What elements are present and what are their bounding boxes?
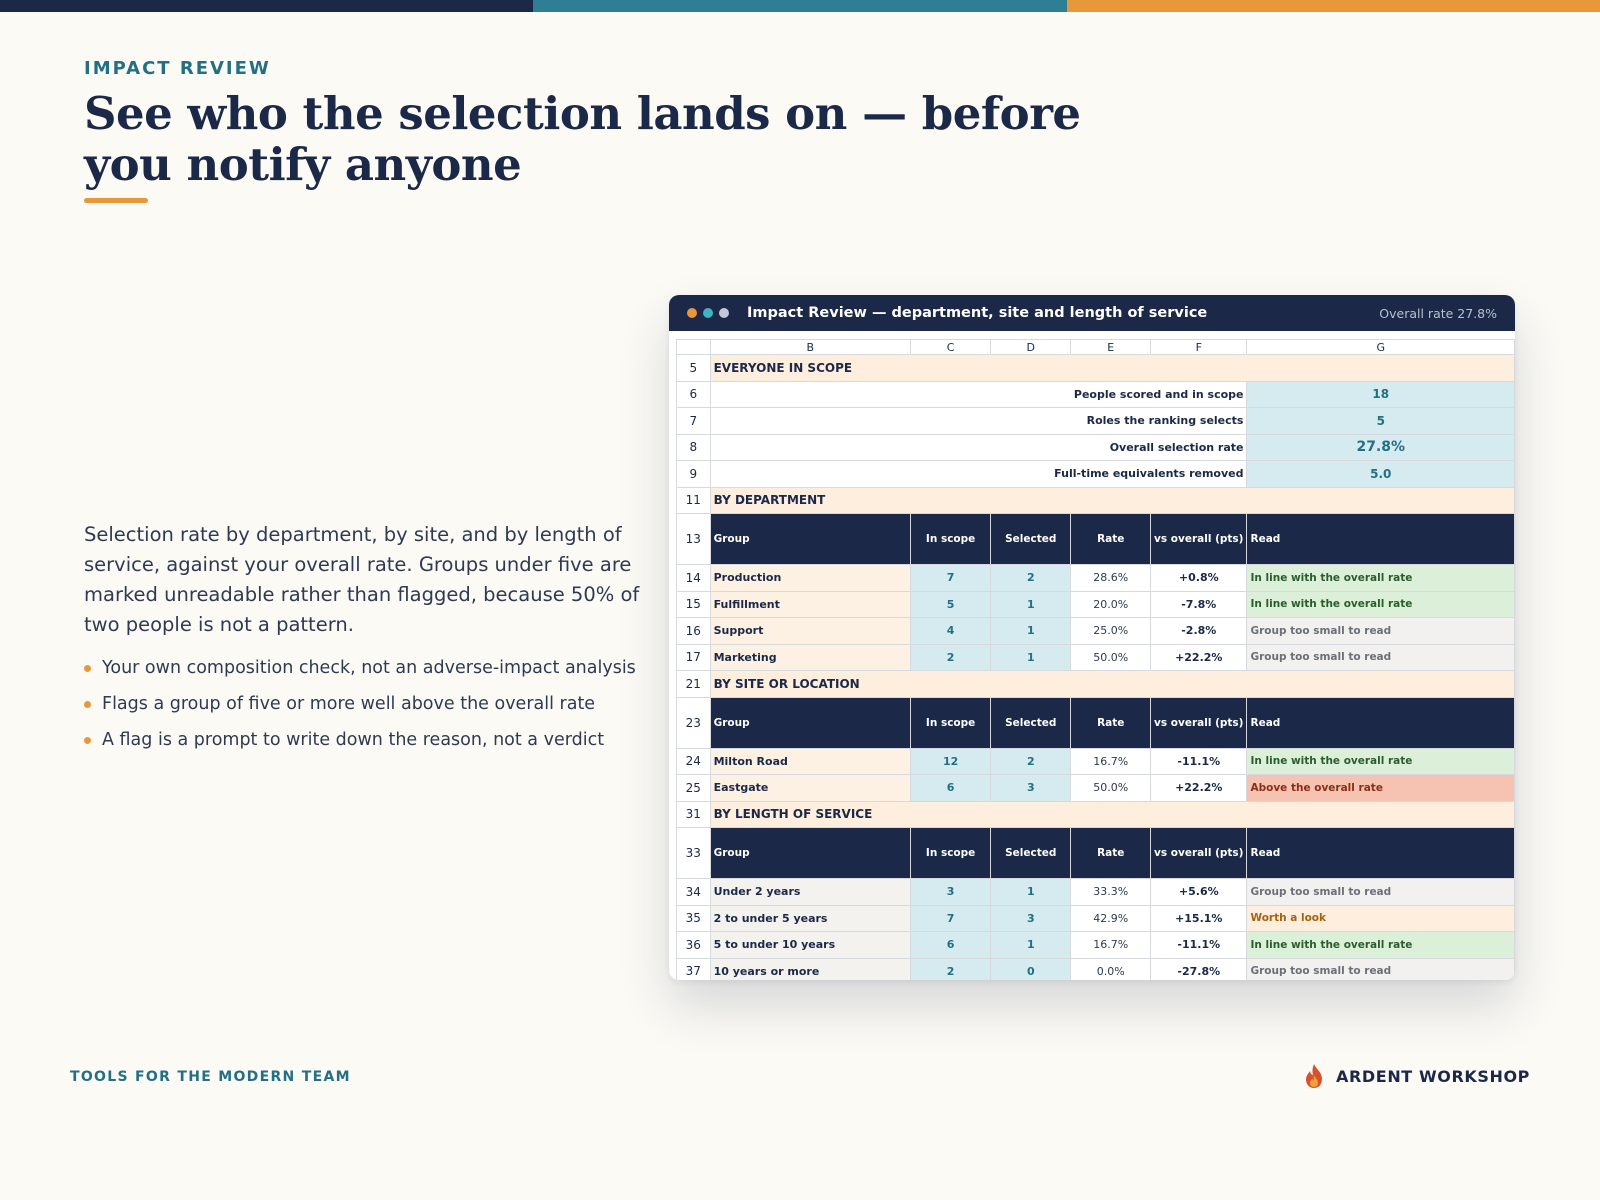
top-accent-bar	[0, 0, 1600, 12]
flame-icon	[1302, 1063, 1326, 1089]
window-title: Impact Review — department, site and length of service	[747, 305, 1208, 321]
summary-row	[677, 408, 1515, 435]
window-dot-teal-icon[interactable]	[703, 308, 713, 318]
selected-cell[interactable]: 1	[991, 932, 1071, 959]
column-header-row	[677, 340, 1515, 355]
column-header-f[interactable]: F	[1151, 340, 1247, 355]
spreadsheet-window	[669, 295, 1515, 980]
row-number[interactable]: 13	[677, 514, 711, 565]
header-in-scope[interactable]: In scope	[911, 828, 991, 879]
row-number[interactable]: 6	[677, 381, 711, 408]
rate-cell[interactable]: 50.0%	[1071, 775, 1151, 802]
table-row	[677, 644, 1515, 671]
group-cell[interactable]: 2 to under 5 years	[710, 905, 910, 932]
group-cell[interactable]: Production	[710, 565, 910, 592]
row-number[interactable]: 36	[677, 932, 711, 959]
accent-navy	[0, 0, 533, 12]
in-scope-cell[interactable]: 2	[911, 958, 991, 980]
header-in-scope[interactable]: In scope	[911, 697, 991, 748]
read-status-cell[interactable]: Worth a look	[1247, 905, 1515, 932]
in-scope-cell[interactable]: 7	[911, 565, 991, 592]
bullet-dot-icon	[84, 701, 91, 708]
header-rate[interactable]: Rate	[1071, 828, 1151, 879]
vs-overall-cell[interactable]: +22.2%	[1151, 644, 1247, 671]
group-cell[interactable]: Fulfillment	[710, 591, 910, 618]
in-scope-cell[interactable]: 6	[911, 775, 991, 802]
row-number[interactable]: 25	[677, 775, 711, 802]
row-number[interactable]: 21	[677, 671, 711, 698]
brand-name: ARDENT WORKSHOP	[1336, 1066, 1530, 1086]
read-status-cell[interactable]: Group too small to read	[1247, 618, 1515, 645]
table-row	[677, 618, 1515, 645]
selected-cell[interactable]: 3	[991, 905, 1071, 932]
read-status-cell[interactable]: Group too small to read	[1247, 644, 1515, 671]
header-vs-overall[interactable]: vs overall (pts)	[1151, 514, 1247, 565]
row-number[interactable]: 37	[677, 958, 711, 980]
rate-cell[interactable]: 50.0%	[1071, 644, 1151, 671]
table-row	[677, 958, 1515, 980]
column-header-c[interactable]: C	[911, 340, 991, 355]
header-read[interactable]: Read	[1247, 697, 1515, 748]
table-row	[677, 591, 1515, 618]
row-number[interactable]: 33	[677, 828, 711, 879]
window-dot-grey-icon[interactable]	[719, 308, 729, 318]
accent-teal	[533, 0, 1067, 12]
header-read[interactable]: Read	[1247, 514, 1515, 565]
summary-value[interactable]: 27.8%	[1247, 434, 1515, 461]
selected-cell[interactable]: 1	[991, 591, 1071, 618]
in-scope-cell[interactable]: 5	[911, 591, 991, 618]
vs-overall-cell[interactable]: +15.1%	[1151, 905, 1247, 932]
header-group[interactable]: Group	[710, 828, 910, 879]
section-row	[677, 801, 1515, 828]
row-number[interactable]: 35	[677, 905, 711, 932]
rate-cell[interactable]: 16.7%	[1071, 748, 1151, 775]
rate-cell[interactable]: 0.0%	[1071, 958, 1151, 980]
vs-overall-cell[interactable]: -2.8%	[1151, 618, 1247, 645]
column-header-b[interactable]: B	[710, 340, 910, 355]
table-header-row	[677, 697, 1515, 748]
table-header-row	[677, 828, 1515, 879]
row-number[interactable]: 11	[677, 487, 711, 514]
row-number[interactable]: 15	[677, 591, 711, 618]
vs-overall-cell[interactable]: -11.1%	[1151, 932, 1247, 959]
brand-logo	[1302, 1063, 1530, 1089]
section-title[interactable]: BY SITE OR LOCATION	[710, 671, 1514, 698]
header-rate[interactable]: Rate	[1071, 514, 1151, 565]
group-cell[interactable]: 10 years or more	[710, 958, 910, 980]
window-dot-orange-icon[interactable]	[687, 308, 697, 318]
section-title[interactable]: EVERYONE IN SCOPE	[710, 355, 1514, 382]
column-header-d[interactable]: D	[991, 340, 1071, 355]
summary-value[interactable]: 18	[1247, 381, 1515, 408]
footer-tagline: TOOLS FOR THE MODERN TEAM	[70, 1069, 351, 1085]
summary-label[interactable]: Roles the ranking selects	[710, 408, 1247, 435]
in-scope-cell[interactable]: 12	[911, 748, 991, 775]
vs-overall-cell[interactable]: +22.2%	[1151, 775, 1247, 802]
group-cell[interactable]: Milton Road	[710, 748, 910, 775]
header-group[interactable]: Group	[710, 514, 910, 565]
bullet-item	[84, 656, 664, 680]
summary-value[interactable]: 5.0	[1247, 461, 1515, 488]
accent-orange	[1067, 0, 1600, 12]
selected-cell[interactable]: 2	[991, 565, 1071, 592]
group-cell[interactable]: Marketing	[710, 644, 910, 671]
table-header-row	[677, 514, 1515, 565]
in-scope-cell[interactable]: 4	[911, 618, 991, 645]
vs-overall-cell[interactable]: -11.1%	[1151, 748, 1247, 775]
summary-label[interactable]: Overall selection rate	[710, 434, 1247, 461]
rate-cell[interactable]: 16.7%	[1071, 932, 1151, 959]
summary-row	[677, 461, 1515, 488]
row-number[interactable]: 8	[677, 434, 711, 461]
bullet-item	[84, 692, 664, 716]
header-vs-overall[interactable]: vs overall (pts)	[1151, 828, 1247, 879]
read-status-cell[interactable]: In line with the overall rate	[1247, 932, 1515, 959]
selected-cell[interactable]: 0	[991, 958, 1071, 980]
read-status-cell[interactable]: Above the overall rate	[1247, 775, 1515, 802]
read-status-cell[interactable]: Group too small to read	[1247, 879, 1515, 906]
row-number[interactable]: 14	[677, 565, 711, 592]
overall-rate-badge: Overall rate 27.8%	[1379, 305, 1497, 321]
corner-cell[interactable]	[677, 340, 711, 355]
read-status-cell[interactable]: In line with the overall rate	[1247, 748, 1515, 775]
rate-cell[interactable]: 42.9%	[1071, 905, 1151, 932]
eyebrow: IMPACT REVIEW	[84, 58, 271, 79]
group-cell[interactable]: Under 2 years	[710, 879, 910, 906]
selected-cell[interactable]: 2	[991, 748, 1071, 775]
section-row	[677, 355, 1515, 382]
header-selected[interactable]: Selected	[991, 514, 1071, 565]
vs-overall-cell[interactable]: +0.8%	[1151, 565, 1247, 592]
bullet-text: A flag is a prompt to write down the reason, not a verdict	[102, 730, 605, 750]
page-title: See who the selection lands on — before you notify anyone	[84, 87, 1081, 191]
header-group[interactable]: Group	[710, 697, 910, 748]
rate-cell[interactable]: 20.0%	[1071, 591, 1151, 618]
bullet-dot-icon	[84, 737, 91, 744]
row-number[interactable]: 34	[677, 879, 711, 906]
bullet-list	[84, 656, 664, 764]
table-row	[677, 775, 1515, 802]
row-number[interactable]: 17	[677, 644, 711, 671]
row-number[interactable]: 24	[677, 748, 711, 775]
row-number[interactable]: 31	[677, 801, 711, 828]
read-status-cell[interactable]: Group too small to read	[1247, 958, 1515, 980]
rate-cell[interactable]: 28.6%	[1071, 565, 1151, 592]
table-row	[677, 905, 1515, 932]
in-scope-cell[interactable]: 7	[911, 905, 991, 932]
vs-overall-cell[interactable]: +5.6%	[1151, 879, 1247, 906]
selected-cell[interactable]: 1	[991, 879, 1071, 906]
section-row	[677, 487, 1515, 514]
summary-value[interactable]: 5	[1247, 408, 1515, 435]
group-cell[interactable]: Eastgate	[710, 775, 910, 802]
row-number[interactable]: 5	[677, 355, 711, 382]
row-number[interactable]: 23	[677, 697, 711, 748]
summary-label[interactable]: People scored and in scope	[710, 381, 1247, 408]
table-row	[677, 932, 1515, 959]
summary-row	[677, 434, 1515, 461]
selected-cell[interactable]: 3	[991, 775, 1071, 802]
window-titlebar	[669, 295, 1515, 331]
rate-cell[interactable]: 33.3%	[1071, 879, 1151, 906]
row-number[interactable]: 9	[677, 461, 711, 488]
table-row	[677, 565, 1515, 592]
title-underline	[84, 198, 148, 203]
vs-overall-cell[interactable]: -27.8%	[1151, 958, 1247, 980]
spreadsheet-grid	[676, 339, 1515, 980]
section-title[interactable]: BY DEPARTMENT	[710, 487, 1514, 514]
summary-row	[677, 381, 1515, 408]
bullet-item	[84, 728, 664, 752]
bullet-dot-icon	[84, 665, 91, 672]
group-cell[interactable]: Support	[710, 618, 910, 645]
header-in-scope[interactable]: In scope	[911, 514, 991, 565]
selected-cell[interactable]: 1	[991, 644, 1071, 671]
read-status-cell[interactable]: In line with the overall rate	[1247, 591, 1515, 618]
in-scope-cell[interactable]: 2	[911, 644, 991, 671]
bullet-text: Flags a group of five or more well above the overall rate	[102, 694, 596, 714]
table-row	[677, 748, 1515, 775]
group-cell[interactable]: 5 to under 10 years	[710, 932, 910, 959]
summary-label[interactable]: Full-time equivalents removed	[710, 461, 1247, 488]
header-selected[interactable]: Selected	[991, 697, 1071, 748]
header-vs-overall[interactable]: vs overall (pts)	[1151, 697, 1247, 748]
column-header-g[interactable]: G	[1247, 340, 1515, 355]
header-selected[interactable]: Selected	[991, 828, 1071, 879]
header-read[interactable]: Read	[1247, 828, 1515, 879]
lede-paragraph: Selection rate by department, by site, and by length of service, against your overall rate. Groups under five are marked unreadable rather than flagged, because 50% of two people is not a pattern.	[84, 523, 640, 636]
row-number[interactable]: 16	[677, 618, 711, 645]
in-scope-cell[interactable]: 3	[911, 879, 991, 906]
column-header-e[interactable]: E	[1071, 340, 1151, 355]
section-row	[677, 671, 1515, 698]
rate-cell[interactable]: 25.0%	[1071, 618, 1151, 645]
section-title[interactable]: BY LENGTH OF SERVICE	[710, 801, 1514, 828]
row-number[interactable]: 7	[677, 408, 711, 435]
table-row	[677, 879, 1515, 906]
read-status-cell[interactable]: In line with the overall rate	[1247, 565, 1515, 592]
selected-cell[interactable]: 1	[991, 618, 1071, 645]
header-rate[interactable]: Rate	[1071, 697, 1151, 748]
vs-overall-cell[interactable]: -7.8%	[1151, 591, 1247, 618]
in-scope-cell[interactable]: 6	[911, 932, 991, 959]
bullet-text: Your own composition check, not an adverse-impact analysis	[102, 658, 636, 678]
